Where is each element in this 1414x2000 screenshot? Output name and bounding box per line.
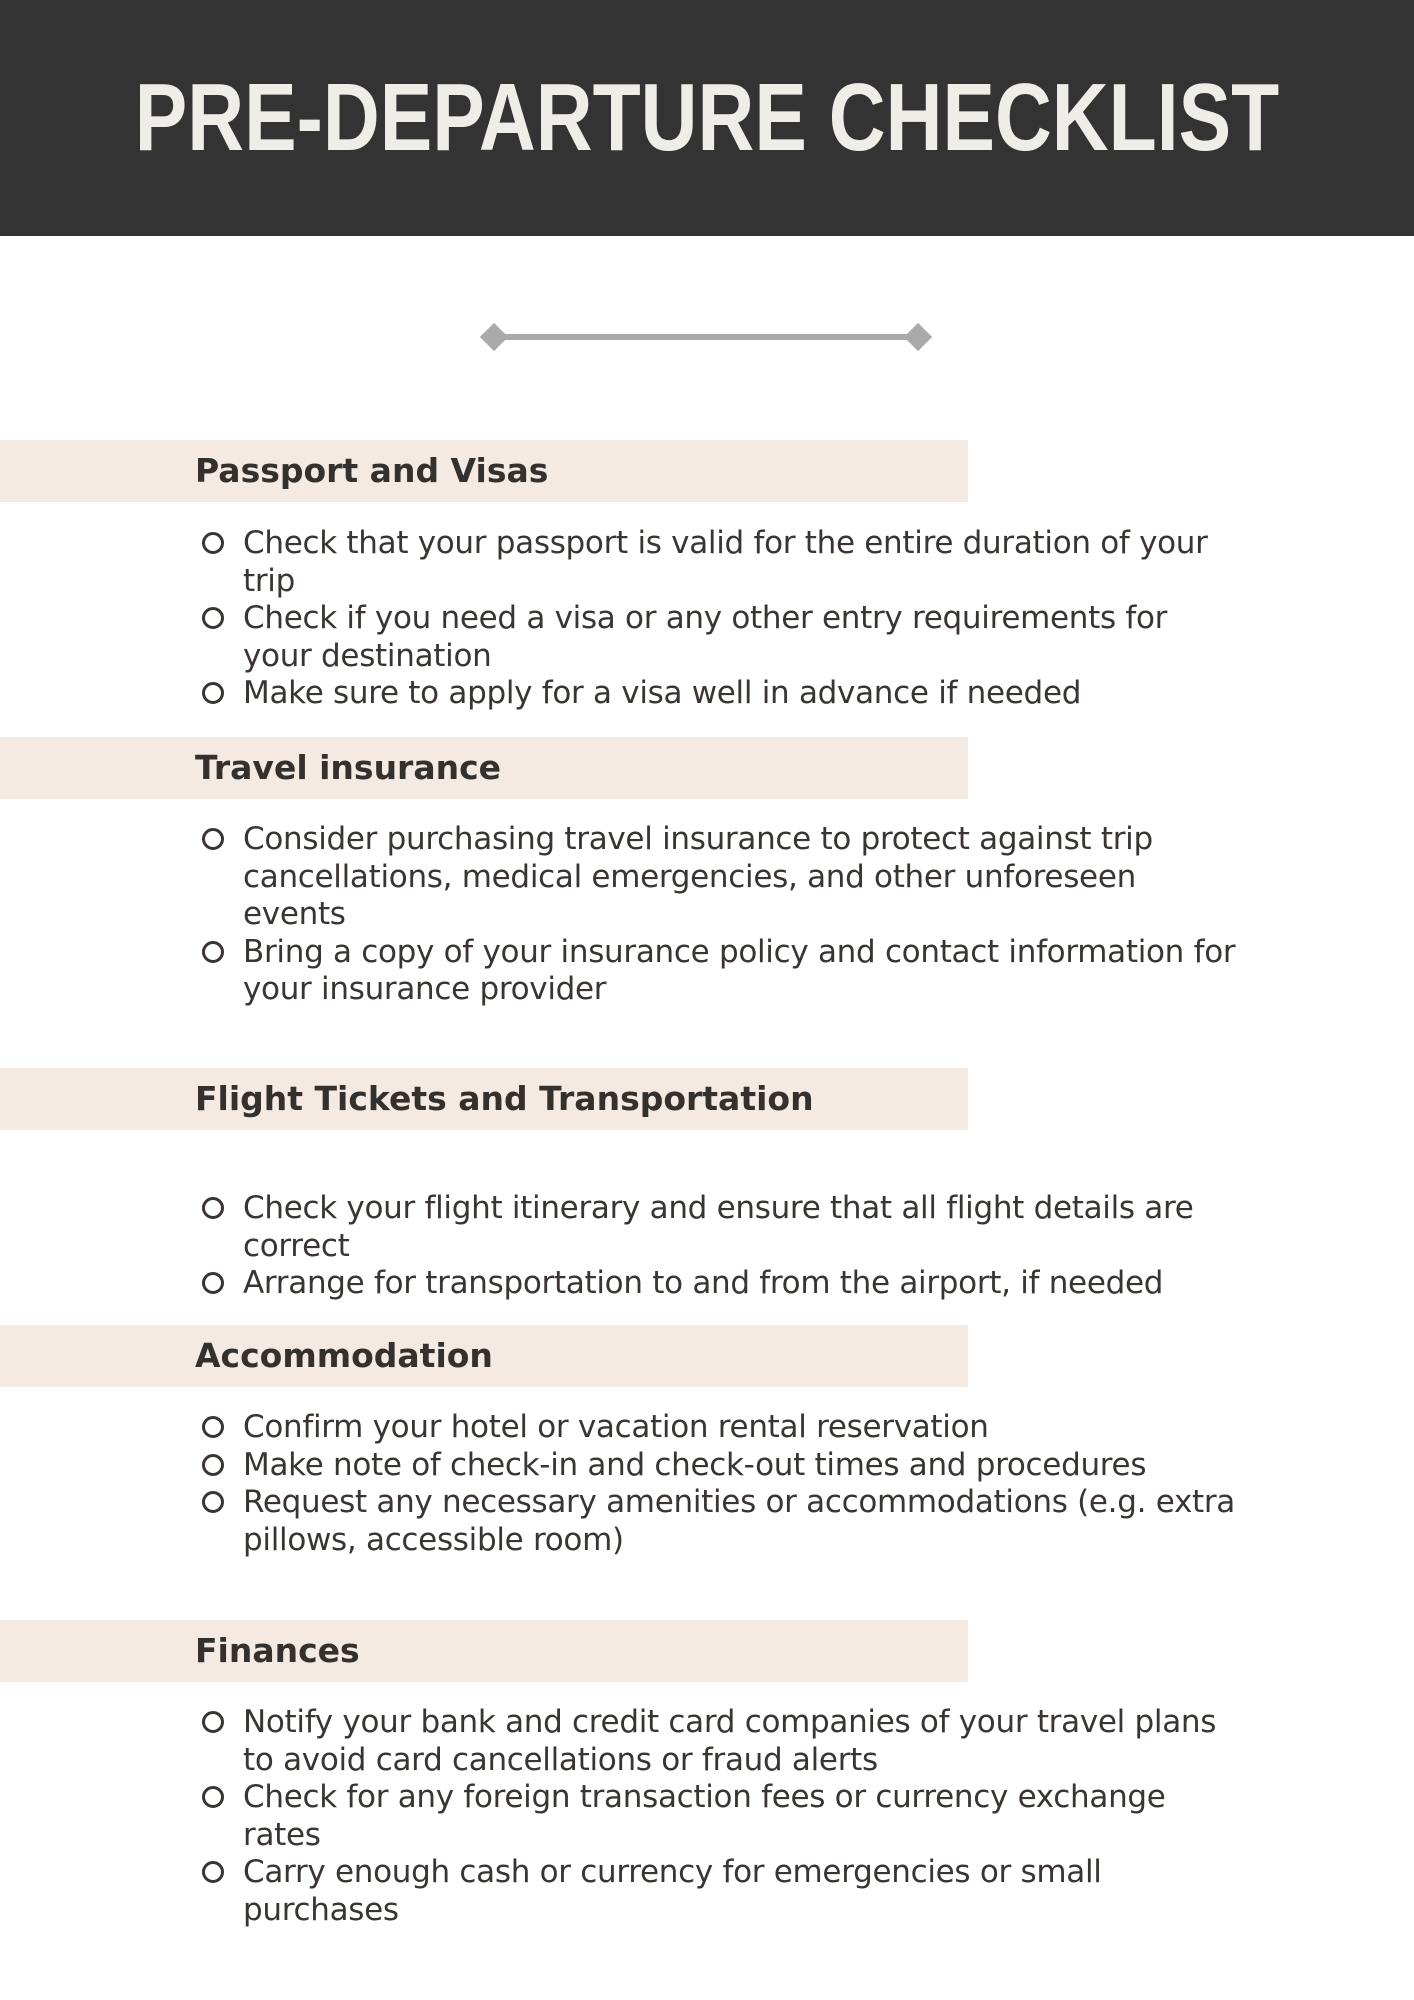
checkbox-circle-icon[interactable] — [202, 682, 224, 704]
checklist — [0, 1190, 1414, 1303]
checkbox-circle-icon[interactable] — [202, 1861, 224, 1883]
decorative-divider — [0, 0, 1414, 400]
item-text: Arrange for transportation to and from the airport, if needed — [243, 1265, 1164, 1301]
section-title: Passport and Visas — [195, 451, 549, 490]
list-item — [0, 821, 1243, 934]
item-text: Check that your passport is valid for the entire duration of your trip — [243, 525, 1208, 599]
checklist — [0, 821, 1414, 1009]
list-item — [0, 1484, 1243, 1559]
checkbox-circle-icon[interactable] — [202, 1272, 224, 1294]
item-text: Check for any foreign transaction fees or currency exchange rates — [243, 1779, 1166, 1853]
checkbox-circle-icon[interactable] — [202, 828, 224, 850]
section-title: Flight Tickets and Transportation — [195, 1079, 814, 1118]
item-text: Check your flight itinerary and ensure that all flight details are correct — [243, 1190, 1194, 1264]
list-item — [0, 1779, 1243, 1854]
item-text: Carry enough cash or currency for emergencies or small purchases — [243, 1854, 1102, 1928]
list-item — [0, 1447, 1243, 1485]
item-text: Confirm your hotel or vacation rental reservation — [243, 1409, 989, 1445]
list-item — [0, 1409, 1243, 1447]
checkbox-circle-icon[interactable] — [202, 1491, 224, 1513]
page-title: PRE-DEPARTURE CHECKLIST — [134, 64, 1280, 171]
section-title: Finances — [195, 1631, 360, 1670]
list-item — [0, 675, 1243, 713]
checkbox-circle-icon[interactable] — [202, 1711, 224, 1733]
checkbox-circle-icon[interactable] — [202, 941, 224, 963]
checklist — [0, 525, 1414, 713]
list-item — [0, 934, 1243, 1009]
divider-diamond-right — [904, 323, 932, 351]
checklist — [0, 1409, 1414, 1559]
item-text: Bring a copy of your insurance policy and contact information for your insurance provider — [243, 933, 1236, 1007]
checkbox-circle-icon[interactable] — [202, 1197, 224, 1219]
checkbox-circle-icon[interactable] — [202, 1786, 224, 1808]
list-item — [0, 1265, 1243, 1303]
section-title: Accommodation — [195, 1336, 493, 1375]
item-text: Request any necessary amenities or accommodations (e.g. extra pillows, accessible room) — [243, 1484, 1235, 1558]
checkbox-circle-icon[interactable] — [202, 607, 224, 629]
list-item — [0, 1854, 1243, 1929]
divider-diamond-left — [480, 323, 508, 351]
checkbox-circle-icon[interactable] — [202, 532, 224, 554]
item-text: Consider purchasing travel insurance to protect against trip cancellations, medical emergencies, and other unforeseen events — [243, 821, 1153, 932]
section-band — [0, 1620, 968, 1682]
list-item — [0, 1704, 1243, 1779]
item-text: Notify your bank and credit card companies of your travel plans to avoid card cancellations or fraud alerts — [243, 1704, 1217, 1778]
section-title: Travel insurance — [195, 748, 502, 787]
checkbox-circle-icon[interactable] — [202, 1416, 224, 1438]
list-item — [0, 1190, 1243, 1265]
list-item — [0, 600, 1243, 675]
checkbox-circle-icon[interactable] — [202, 1454, 224, 1476]
item-text: Make sure to apply for a visa well in advance if needed — [243, 675, 1082, 711]
item-text: Check if you need a visa or any other entry requirements for your destination — [243, 600, 1168, 674]
item-text: Make note of check-in and check-out times and procedures — [243, 1446, 1147, 1483]
list-item — [0, 525, 1243, 600]
checklist — [0, 1704, 1414, 1929]
